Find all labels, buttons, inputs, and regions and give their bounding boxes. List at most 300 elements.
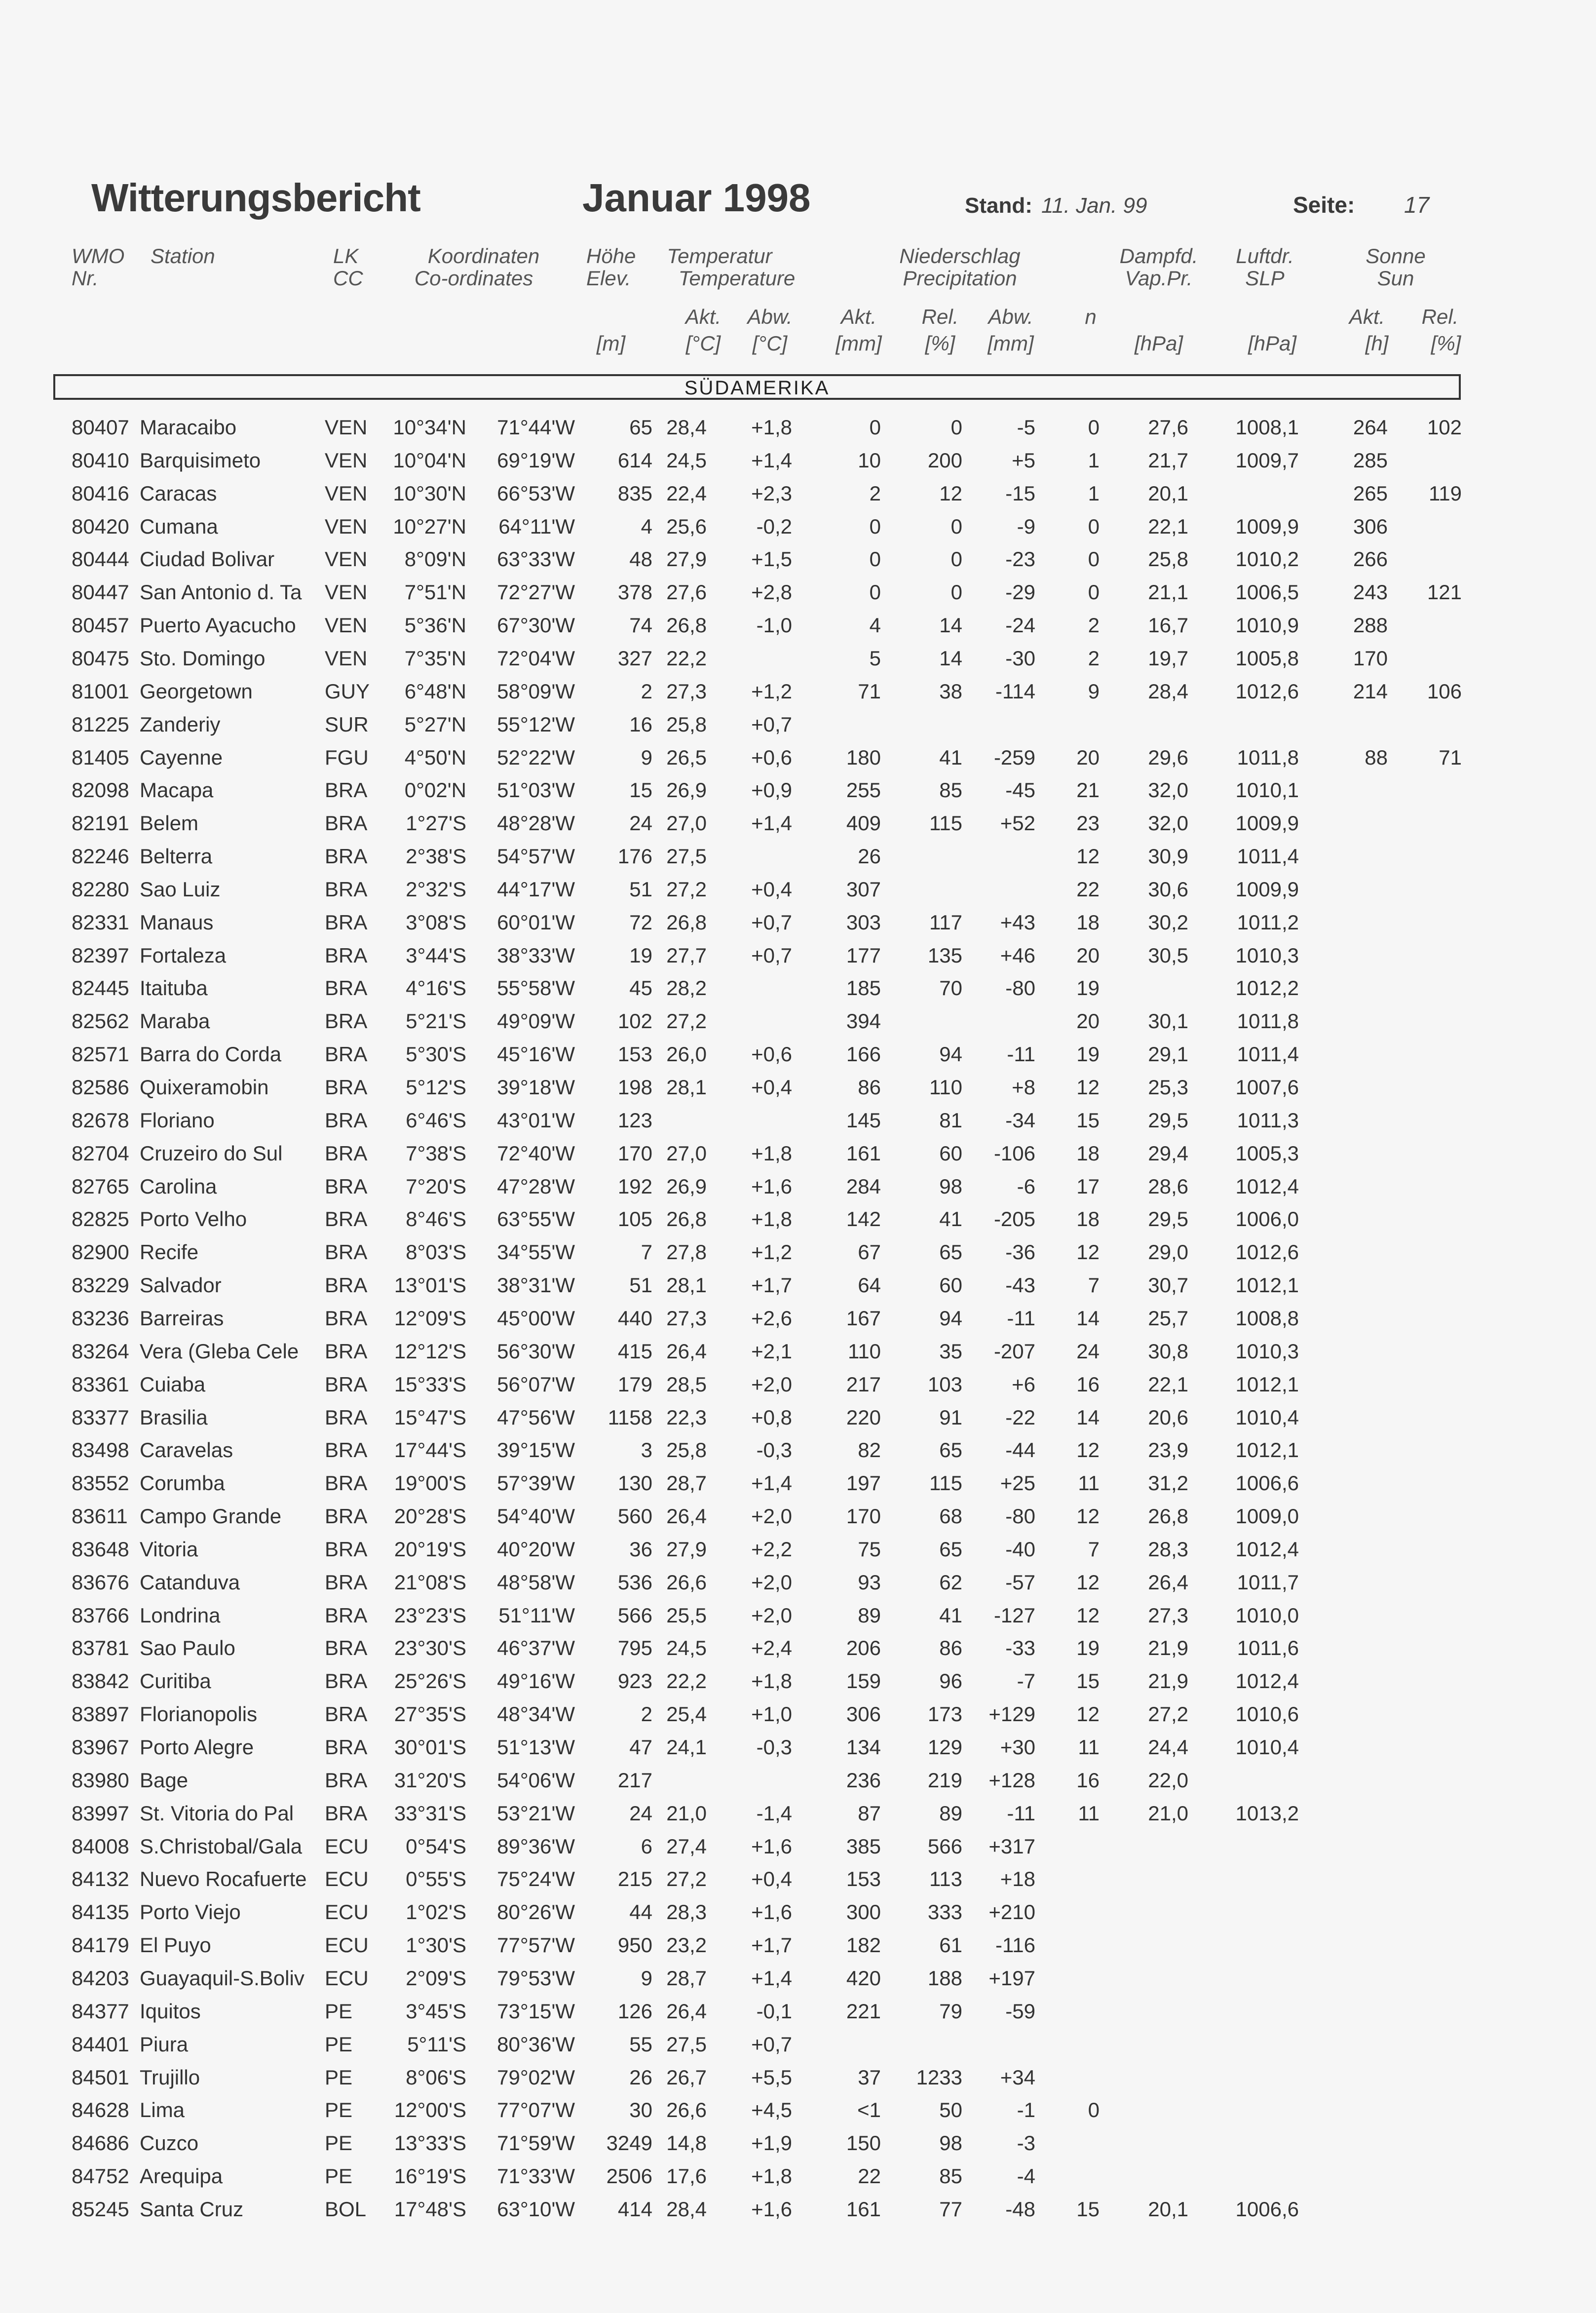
cell-precip-akt: 67 xyxy=(858,1240,881,1264)
cell-latitude: 2°32'S xyxy=(406,878,466,901)
cell-vapour-pressure: 26,8 xyxy=(1148,1504,1188,1528)
cell-temp-abw: +1,4 xyxy=(751,449,792,472)
cell-elevation: 440 xyxy=(617,1307,652,1330)
cell-precip-akt: 177 xyxy=(846,944,881,967)
table-row xyxy=(0,1632,1596,1664)
cell-temp-akt: 14,8 xyxy=(666,2131,707,2155)
cell-temp-abw: +2,8 xyxy=(751,580,792,604)
cell-precip-n: 12 xyxy=(1076,1571,1100,1594)
cell-temp-akt: 27,2 xyxy=(666,1867,707,1890)
cell-longitude: 51°03'W xyxy=(497,778,575,802)
cell-longitude: 58°09'W xyxy=(497,680,575,703)
table-row xyxy=(0,1995,1596,2028)
cell-sun-akt: 243 xyxy=(1353,580,1388,604)
cell-slp: 1010,0 xyxy=(1235,1604,1299,1627)
cell-temp-akt: 25,6 xyxy=(666,515,707,538)
cell-wmo: 83842 xyxy=(72,1669,129,1693)
cell-latitude: 1°27'S xyxy=(406,811,466,835)
cell-temp-abw: +1,9 xyxy=(751,2131,792,2155)
cell-wmo: 82098 xyxy=(72,778,129,802)
cell-precip-rel: 135 xyxy=(927,944,962,967)
cell-precip-akt: 236 xyxy=(846,1769,881,1792)
cell-longitude: 38°33'W xyxy=(497,944,575,967)
col-cc: CC xyxy=(333,267,363,290)
cell-precip-abw: -59 xyxy=(1005,2000,1035,2023)
col-nied-abw: Abw. xyxy=(988,305,1033,328)
cell-vapour-pressure: 30,5 xyxy=(1148,944,1188,967)
cell-station: Bage xyxy=(140,1769,189,1792)
cell-latitude: 30°01'S xyxy=(394,1735,466,1759)
table-row xyxy=(0,939,1596,972)
cell-temp-akt: 26,6 xyxy=(666,1571,707,1594)
cell-longitude: 79°02'W xyxy=(497,2066,575,2089)
cell-precip-abw: -106 xyxy=(993,1142,1035,1165)
cell-precip-n: 14 xyxy=(1076,1406,1100,1429)
cell-latitude: 25°26'S xyxy=(394,1669,466,1693)
cell-precip-rel: 103 xyxy=(927,1373,962,1396)
cell-temp-akt: 27,5 xyxy=(666,845,707,868)
table-row xyxy=(0,1566,1596,1599)
cell-precip-abw: +6 xyxy=(1012,1373,1035,1396)
cell-latitude: 1°02'S xyxy=(406,1900,466,1924)
cell-wmo: 83648 xyxy=(72,1538,129,1561)
cell-precip-abw: -15 xyxy=(1005,482,1035,505)
cell-temp-abw: -0,3 xyxy=(756,1735,792,1759)
cell-wmo: 82280 xyxy=(72,878,129,901)
cell-cc: BRA xyxy=(325,976,368,1000)
cell-vapour-pressure: 19,7 xyxy=(1148,647,1188,670)
col-sonne-akt: Akt. xyxy=(1349,305,1385,328)
cell-precip-akt: 87 xyxy=(858,1802,881,1825)
cell-precip-abw: +46 xyxy=(1000,944,1035,967)
cell-wmo: 80410 xyxy=(72,449,129,472)
cell-station: Recife xyxy=(140,1240,199,1264)
cell-elevation: 415 xyxy=(617,1340,652,1363)
cell-wmo: 85245 xyxy=(72,2197,129,2221)
cell-precip-abw: +197 xyxy=(988,1966,1035,1990)
cell-vapour-pressure: 29,6 xyxy=(1148,746,1188,769)
cell-cc: BRA xyxy=(325,1373,368,1396)
cell-temp-abw: -1,0 xyxy=(756,614,792,637)
col-nied-en: Precipitation xyxy=(903,267,1017,290)
cell-slp: 1011,4 xyxy=(1237,1042,1299,1066)
col-temp-abw: Abw. xyxy=(747,305,793,328)
cell-precip-rel: 113 xyxy=(929,1867,962,1890)
cell-slp: 1009,9 xyxy=(1235,878,1299,901)
cell-precip-abw: -22 xyxy=(1005,1406,1035,1429)
cell-precip-abw: -4 xyxy=(1017,2164,1035,2188)
cell-precip-n: 0 xyxy=(1088,547,1100,571)
cell-elevation: 65 xyxy=(629,416,652,439)
cell-vapour-pressure: 21,1 xyxy=(1148,580,1188,604)
cell-station: Vitoria xyxy=(140,1538,198,1561)
cell-cc: PE xyxy=(325,2164,353,2188)
cell-precip-rel: 14 xyxy=(939,647,962,670)
cell-latitude: 5°30'S xyxy=(406,1042,466,1066)
cell-sun-akt: 265 xyxy=(1353,482,1388,505)
cell-cc: PE xyxy=(325,2066,353,2089)
cell-vapour-pressure: 27,6 xyxy=(1148,416,1188,439)
cell-precip-abw: -1 xyxy=(1017,2098,1035,2121)
cell-precip-rel: 94 xyxy=(939,1042,962,1066)
cell-slp: 1009,9 xyxy=(1235,515,1299,538)
cell-vapour-pressure: 29,0 xyxy=(1148,1240,1188,1264)
cell-temp-abw: +0,6 xyxy=(751,1042,792,1066)
cell-vapour-pressure: 21,0 xyxy=(1148,1802,1188,1825)
cell-wmo: 83377 xyxy=(72,1406,129,1429)
cell-precip-akt: 153 xyxy=(846,1867,881,1890)
cell-temp-abw: +0,9 xyxy=(751,778,792,802)
cell-sun-akt: 264 xyxy=(1353,416,1388,439)
table-row xyxy=(0,1269,1596,1302)
cell-wmo: 84686 xyxy=(72,2131,129,2155)
cell-precip-akt: 4 xyxy=(869,614,881,637)
cell-cc: PE xyxy=(325,2098,353,2121)
cell-cc: BOL xyxy=(325,2197,367,2221)
table-row xyxy=(0,543,1596,576)
col-wmo: WMO xyxy=(72,244,125,268)
cell-precip-rel: 333 xyxy=(927,1900,962,1924)
cell-longitude: 56°30'W xyxy=(497,1340,575,1363)
cell-latitude: 6°48'N xyxy=(404,680,466,703)
cell-precip-akt: 180 xyxy=(846,746,881,769)
cell-latitude: 7°38'S xyxy=(406,1142,466,1165)
cell-vapour-pressure: 30,8 xyxy=(1148,1340,1188,1363)
stand-label: Stand: xyxy=(965,193,1032,218)
table-row xyxy=(0,1368,1596,1401)
cell-vapour-pressure: 25,8 xyxy=(1148,547,1188,571)
table-row xyxy=(0,477,1596,510)
table-row xyxy=(0,1302,1596,1335)
cell-precip-rel: 85 xyxy=(939,2164,962,2188)
cell-latitude: 16°19'S xyxy=(394,2164,466,2188)
cell-cc: BRA xyxy=(325,1604,368,1627)
cell-elevation: 192 xyxy=(617,1175,652,1198)
cell-longitude: 55°58'W xyxy=(497,976,575,1000)
cell-precip-akt: 82 xyxy=(858,1438,881,1462)
cell-wmo: 84203 xyxy=(72,1966,129,1990)
cell-precip-n: 15 xyxy=(1076,1669,1100,1693)
cell-temp-akt: 28,5 xyxy=(666,1373,707,1396)
cell-slp: 1009,9 xyxy=(1235,811,1299,835)
table-row xyxy=(0,1335,1596,1368)
table-row xyxy=(0,1203,1596,1235)
cell-slp: 1011,3 xyxy=(1237,1109,1299,1132)
cell-station: Caracas xyxy=(140,482,217,505)
cell-precip-n: 20 xyxy=(1076,1009,1100,1033)
cell-precip-n: 11 xyxy=(1078,1735,1100,1759)
cell-station: Porto Alegre xyxy=(140,1735,254,1759)
col-nied-akt: Akt. xyxy=(840,305,877,328)
cell-latitude: 12°00'S xyxy=(394,2098,466,2121)
cell-station: Cruzeiro do Sul xyxy=(140,1142,283,1165)
cell-temp-akt: 28,1 xyxy=(666,1273,707,1297)
cell-precip-abw: -44 xyxy=(1005,1438,1035,1462)
cell-longitude: 77°57'W xyxy=(497,1933,575,1957)
cell-precip-n: 7 xyxy=(1088,1273,1100,1297)
col-sonne-unit1: [h] xyxy=(1365,332,1389,355)
cell-precip-akt: 385 xyxy=(846,1835,881,1858)
table-row xyxy=(0,873,1596,906)
cell-slp: 1011,8 xyxy=(1237,1009,1299,1033)
cell-longitude: 54°57'W xyxy=(497,845,575,868)
cell-elevation: 9 xyxy=(641,1966,652,1990)
col-hoehe-unit: [m] xyxy=(596,332,626,355)
cell-longitude: 54°40'W xyxy=(497,1504,575,1528)
page-number: 17 xyxy=(1404,192,1430,218)
cell-temp-akt: 26,6 xyxy=(666,2098,707,2121)
cell-wmo: 83552 xyxy=(72,1471,129,1495)
cell-slp: 1010,6 xyxy=(1235,1702,1299,1726)
cell-wmo: 84179 xyxy=(72,1933,129,1957)
cell-elevation: 7 xyxy=(641,1240,652,1264)
cell-precip-rel: 70 xyxy=(939,976,962,1000)
cell-elevation: 179 xyxy=(617,1373,652,1396)
cell-precip-abw: -127 xyxy=(993,1604,1035,1627)
cell-slp: 1006,0 xyxy=(1235,1207,1299,1231)
cell-temp-abw: +1,4 xyxy=(751,1966,792,1990)
cell-wmo: 81001 xyxy=(72,680,129,703)
cell-precip-n: 9 xyxy=(1088,680,1100,703)
page-label: Seite: xyxy=(1293,192,1355,218)
cell-temp-abw: +1,6 xyxy=(751,2197,792,2221)
cell-precip-rel: 60 xyxy=(939,1273,962,1297)
cell-station: Maraba xyxy=(140,1009,210,1033)
cell-precip-akt: 37 xyxy=(858,2066,881,2089)
cell-cc: ECU xyxy=(325,1900,369,1924)
cell-precip-rel: 86 xyxy=(939,1636,962,1659)
cell-temp-akt: 27,9 xyxy=(666,1538,707,1561)
cell-longitude: 52°22'W xyxy=(497,746,575,769)
cell-elevation: 36 xyxy=(629,1538,652,1561)
cell-vapour-pressure: 24,4 xyxy=(1148,1735,1188,1759)
cell-longitude: 63°33'W xyxy=(497,547,575,571)
table-row xyxy=(0,1170,1596,1203)
cell-precip-rel: 219 xyxy=(927,1769,962,1792)
cell-station: Cumana xyxy=(140,515,218,538)
cell-temp-abw: +1,0 xyxy=(751,1702,792,1726)
cell-precip-abw: -45 xyxy=(1005,778,1035,802)
cell-latitude: 15°33'S xyxy=(394,1373,466,1396)
cell-latitude: 6°46'S xyxy=(406,1109,466,1132)
cell-sun-akt: 266 xyxy=(1353,547,1388,571)
cell-station: Campo Grande xyxy=(140,1504,282,1528)
cell-temp-abw: +1,8 xyxy=(751,416,792,439)
cell-station: San Antonio d. Ta xyxy=(140,580,302,604)
cell-vapour-pressure: 22,1 xyxy=(1148,515,1188,538)
cell-precip-akt: 284 xyxy=(846,1175,881,1198)
cell-precip-abw: +52 xyxy=(1000,811,1035,835)
cell-vapour-pressure: 30,2 xyxy=(1148,911,1188,934)
cell-longitude: 56°07'W xyxy=(497,1373,575,1396)
cell-longitude: 54°06'W xyxy=(497,1769,575,1792)
cell-station: Sto. Domingo xyxy=(140,647,266,670)
cell-wmo: 80457 xyxy=(72,614,129,637)
cell-vapour-pressure: 30,6 xyxy=(1148,878,1188,901)
table-row xyxy=(0,1731,1596,1764)
cell-wmo: 82765 xyxy=(72,1175,129,1198)
cell-elevation: 1158 xyxy=(608,1406,652,1429)
cell-longitude: 64°11'W xyxy=(498,515,575,538)
cell-wmo: 82704 xyxy=(72,1142,129,1165)
cell-slp: 1009,7 xyxy=(1235,449,1299,472)
cell-sun-rel: 119 xyxy=(1429,482,1462,505)
cell-temp-akt: 26,5 xyxy=(666,746,707,769)
cell-latitude: 0°54'S xyxy=(406,1835,466,1858)
cell-temp-abw: +2,1 xyxy=(751,1340,792,1363)
cell-slp: 1010,9 xyxy=(1235,614,1299,637)
col-temp-de: Temperatur xyxy=(667,244,772,268)
cell-elevation: 795 xyxy=(617,1636,652,1659)
cell-vapour-pressure: 29,1 xyxy=(1148,1042,1188,1066)
cell-station: Porto Velho xyxy=(140,1207,247,1231)
cell-elevation: 835 xyxy=(617,482,652,505)
cell-wmo: 83766 xyxy=(72,1604,129,1627)
cell-vapour-pressure: 28,6 xyxy=(1148,1175,1188,1198)
cell-sun-rel: 102 xyxy=(1427,416,1462,439)
cell-station: Quixeramobin xyxy=(140,1076,269,1099)
cell-longitude: 71°33'W xyxy=(497,2164,575,2188)
cell-precip-akt: 220 xyxy=(846,1406,881,1429)
cell-precip-akt: 161 xyxy=(846,2197,881,2221)
cell-vapour-pressure: 32,0 xyxy=(1148,811,1188,835)
cell-precip-n: 12 xyxy=(1076,1438,1100,1462)
cell-wmo: 83498 xyxy=(72,1438,129,1462)
cell-precip-abw: -80 xyxy=(1005,1504,1035,1528)
cell-precip-akt: 394 xyxy=(846,1009,881,1033)
cell-latitude: 33°31'S xyxy=(394,1802,466,1825)
cell-cc: BRA xyxy=(325,1636,368,1659)
cell-precip-abw: -11 xyxy=(1007,1307,1035,1330)
cell-station: Sao Paulo xyxy=(140,1636,235,1659)
cell-precip-n: 1 xyxy=(1088,449,1100,472)
table-row xyxy=(0,1467,1596,1500)
cell-temp-akt: 22,4 xyxy=(666,482,707,505)
cell-temp-abw: +1,6 xyxy=(751,1835,792,1858)
cell-slp: 1012,1 xyxy=(1235,1273,1299,1297)
cell-slp: 1013,2 xyxy=(1235,1802,1299,1825)
table-row xyxy=(0,1830,1596,1863)
cell-station: Salvador xyxy=(140,1273,222,1297)
cell-longitude: 53°21'W xyxy=(497,1802,575,1825)
cell-temp-akt: 21,0 xyxy=(666,1802,707,1825)
cell-cc: BRA xyxy=(325,911,368,934)
cell-precip-abw: -23 xyxy=(1005,547,1035,571)
cell-longitude: 63°10'W xyxy=(497,2197,575,2221)
cell-latitude: 2°09'S xyxy=(406,1966,466,1990)
cell-sun-rel: 121 xyxy=(1427,580,1462,604)
cell-station: Arequipa xyxy=(140,2164,223,2188)
cell-precip-n: 18 xyxy=(1076,1207,1100,1231)
cell-temp-abw: +1,8 xyxy=(751,1142,792,1165)
cell-cc: BRA xyxy=(325,1571,368,1594)
cell-temp-abw: +1,7 xyxy=(751,1273,792,1297)
cell-precip-n: 11 xyxy=(1078,1802,1100,1825)
cell-precip-rel: 115 xyxy=(929,811,962,835)
cell-slp: 1010,4 xyxy=(1235,1735,1299,1759)
cell-slp: 1008,1 xyxy=(1235,416,1299,439)
cell-longitude: 67°30'W xyxy=(497,614,575,637)
cell-temp-abw: +0,4 xyxy=(751,878,792,901)
cell-precip-abw: -9 xyxy=(1017,515,1035,538)
cell-precip-akt: 166 xyxy=(846,1042,881,1066)
cell-temp-abw: +1,8 xyxy=(751,1207,792,1231)
cell-precip-rel: 200 xyxy=(927,449,962,472)
cell-temp-akt: 24,5 xyxy=(666,449,707,472)
cell-longitude: 73°15'W xyxy=(497,2000,575,2023)
cell-precip-akt: 0 xyxy=(869,547,881,571)
cell-precip-n: 12 xyxy=(1076,1604,1100,1627)
cell-temp-abw: -0,3 xyxy=(756,1438,792,1462)
table-row xyxy=(0,1005,1596,1038)
cell-longitude: 48°58'W xyxy=(497,1571,575,1594)
cell-elevation: 45 xyxy=(629,976,652,1000)
cell-precip-rel: 117 xyxy=(929,911,962,934)
cell-temp-akt: 26,8 xyxy=(666,911,707,934)
cell-latitude: 2°38'S xyxy=(406,845,466,868)
cell-longitude: 34°55'W xyxy=(497,1240,575,1264)
cell-temp-abw: +0,7 xyxy=(751,911,792,934)
cell-precip-n: 16 xyxy=(1076,1373,1100,1396)
col-temp-en: Temperature xyxy=(678,267,796,290)
cell-precip-akt: 300 xyxy=(846,1900,881,1924)
cell-precip-abw: -11 xyxy=(1007,1802,1035,1825)
cell-temp-abw: +2,0 xyxy=(751,1373,792,1396)
cell-precip-akt: 217 xyxy=(846,1373,881,1396)
cell-station: Vera (Gleba Cele xyxy=(140,1340,299,1363)
cell-precip-abw: -48 xyxy=(1005,2197,1035,2221)
cell-latitude: 23°23'S xyxy=(394,1604,466,1627)
cell-latitude: 4°16'S xyxy=(406,976,466,1000)
table-row xyxy=(0,2193,1596,2226)
cell-elevation: 47 xyxy=(629,1735,652,1759)
cell-temp-abw: +2,2 xyxy=(751,1538,792,1561)
cell-temp-akt: 26,4 xyxy=(666,1340,707,1363)
table-row xyxy=(0,1401,1596,1434)
cell-precip-akt: <1 xyxy=(857,2098,881,2121)
cell-slp: 1012,1 xyxy=(1235,1438,1299,1462)
cell-precip-rel: 41 xyxy=(939,746,962,769)
cell-latitude: 10°27'N xyxy=(393,515,466,538)
cell-station: Puerto Ayacucho xyxy=(140,614,296,637)
cell-elevation: 170 xyxy=(617,1142,652,1165)
table-row xyxy=(0,576,1596,609)
cell-precip-abw: +128 xyxy=(988,1769,1035,1792)
cell-vapour-pressure: 32,0 xyxy=(1148,778,1188,802)
cell-precip-akt: 5 xyxy=(869,647,881,670)
cell-latitude: 12°12'S xyxy=(394,1340,466,1363)
cell-longitude: 72°27'W xyxy=(497,580,575,604)
cell-slp: 1012,6 xyxy=(1235,1240,1299,1264)
cell-precip-rel: 94 xyxy=(939,1307,962,1330)
cell-slp: 1012,4 xyxy=(1235,1175,1299,1198)
cell-precip-abw: -43 xyxy=(1005,1273,1035,1297)
cell-latitude: 7°20'S xyxy=(406,1175,466,1198)
cell-wmo: 83264 xyxy=(72,1340,129,1363)
cell-precip-rel: 0 xyxy=(950,547,962,571)
col-koord-de: Koordinaten xyxy=(427,244,540,268)
cell-cc: PE xyxy=(325,2033,353,2056)
cell-elevation: 51 xyxy=(629,878,652,901)
cell-precip-rel: 173 xyxy=(927,1702,962,1726)
cell-precip-rel: 50 xyxy=(939,2098,962,2121)
cell-elevation: 130 xyxy=(617,1471,652,1495)
col-dampf-de: Dampfd. xyxy=(1119,244,1198,268)
cell-latitude: 19°00'S xyxy=(394,1471,466,1495)
cell-temp-abw: +2,6 xyxy=(751,1307,792,1330)
cell-sun-rel: 71 xyxy=(1439,746,1462,769)
cell-latitude: 17°48'S xyxy=(394,2197,466,2221)
